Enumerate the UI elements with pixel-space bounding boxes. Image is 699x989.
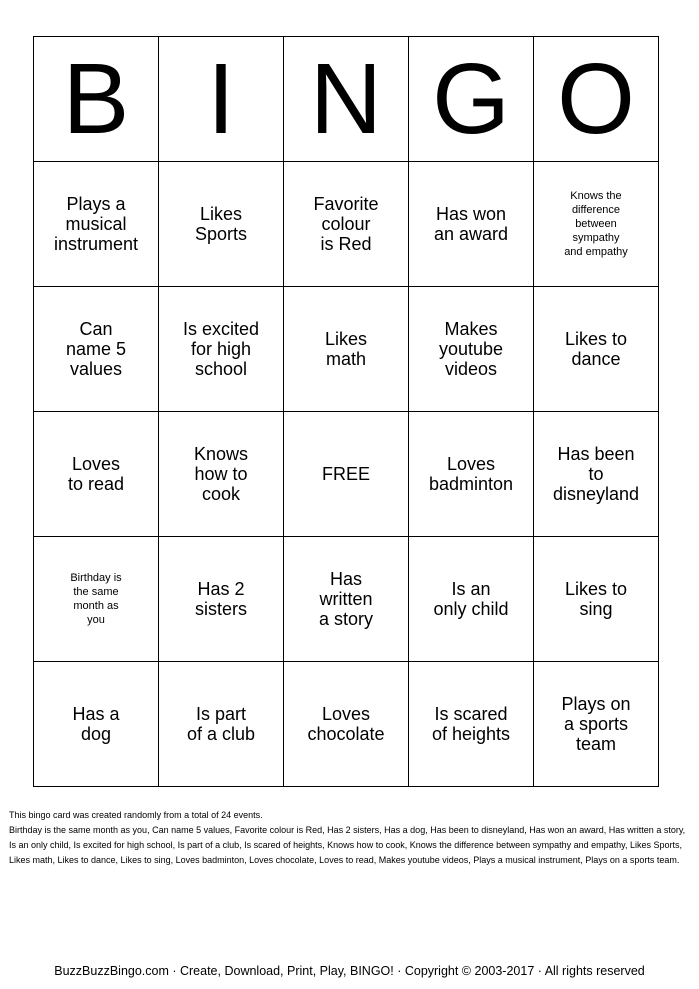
card-info [9, 808, 689, 868]
card-cell [534, 412, 659, 537]
cell-text: Is part of a club [186, 704, 256, 744]
card-cell [284, 287, 409, 412]
card-cell [534, 162, 659, 287]
cell-text: Is an only child [433, 579, 509, 619]
card-cell [534, 537, 659, 662]
info-event-list: Birthday is the same month as you, Can name 5 values, Favorite colour is Red, Has 2 sisters, Has a dog, Has been to disneyland, Has won an award, Has written a story, Is an only child, Is excited for high school, Is part of a club, Is scared of heights, Knows how to cook, Knows the difference between sympathy and empathy, Likes Sports, Likes math, Likes to dance, Likes to sing, Loves badminton, Loves chocolate, Loves to read, Makes youtube videos, Plays a musical instrument, Plays on a sports team. [9, 825, 686, 865]
card-cell [409, 537, 534, 662]
cell-text: Loves chocolate [307, 704, 385, 744]
cell-text: Loves to read [67, 454, 125, 494]
card-cell [284, 537, 409, 662]
footer-copyright: BuzzBuzzBingo.com · Create, Download, Print, Play, BINGO! · Copyright © 2003-2017 · All rights reserved [54, 964, 645, 978]
card-cell [159, 662, 284, 787]
bingo-card [33, 36, 659, 787]
card-cell [409, 662, 534, 787]
header-letter-b: B [34, 37, 159, 162]
info-summary: This bingo card was created randomly from a total of 24 events. [9, 810, 263, 820]
header-letter-o: O [534, 37, 659, 162]
card-row [34, 287, 659, 412]
card-cell [34, 537, 159, 662]
card-cell [159, 537, 284, 662]
cell-text: Has a dog [72, 704, 120, 744]
card-cell [159, 412, 284, 537]
cell-text: Has won an award [433, 204, 509, 244]
cell-text: Birthday is the same month as you [70, 572, 122, 626]
card-cell [34, 287, 159, 412]
header-letter-n: N [284, 37, 409, 162]
card-row [34, 662, 659, 787]
card-cell [409, 162, 534, 287]
cell-text: Knows how to cook [193, 444, 249, 504]
card-cell [284, 162, 409, 287]
card-cell [534, 662, 659, 787]
card-row [34, 162, 659, 287]
cell-text: Likes to sing [564, 579, 628, 619]
card-cell [409, 412, 534, 537]
cell-text: FREE [321, 464, 370, 484]
card-cell [159, 162, 284, 287]
card-cell [534, 287, 659, 412]
header-row [34, 37, 659, 162]
card-cell [159, 287, 284, 412]
card-cell [34, 662, 159, 787]
header-letter-g: G [409, 37, 534, 162]
cell-text: Has written a story [318, 569, 374, 629]
cell-text: Has 2 sisters [194, 579, 247, 619]
card-row [34, 537, 659, 662]
card-cell [34, 162, 159, 287]
free-cell [284, 412, 409, 537]
cell-text: Favorite colour is Red [313, 194, 379, 254]
cell-text: Likes to dance [564, 329, 628, 369]
cell-text: Makes youtube videos [438, 319, 504, 379]
cell-text: Likes Sports [194, 204, 248, 244]
cell-text: Has been to disneyland [552, 444, 640, 504]
cell-text: Loves badminton [428, 454, 514, 494]
cell-text: Is scared of heights [431, 704, 511, 744]
cell-text: Is excited for high school [182, 319, 260, 379]
card-row [34, 412, 659, 537]
cell-text: Likes math [324, 329, 368, 369]
cell-text: Plays on a sports team [561, 694, 631, 754]
cell-text: Can name 5 values [65, 319, 127, 379]
card-cell [34, 412, 159, 537]
cell-text: Knows the difference between sympathy and empathy [564, 190, 628, 258]
cell-text: Plays a musical instrument [53, 194, 139, 254]
card-cell [284, 662, 409, 787]
header-letter-i: I [159, 37, 284, 162]
card-cell [409, 287, 534, 412]
